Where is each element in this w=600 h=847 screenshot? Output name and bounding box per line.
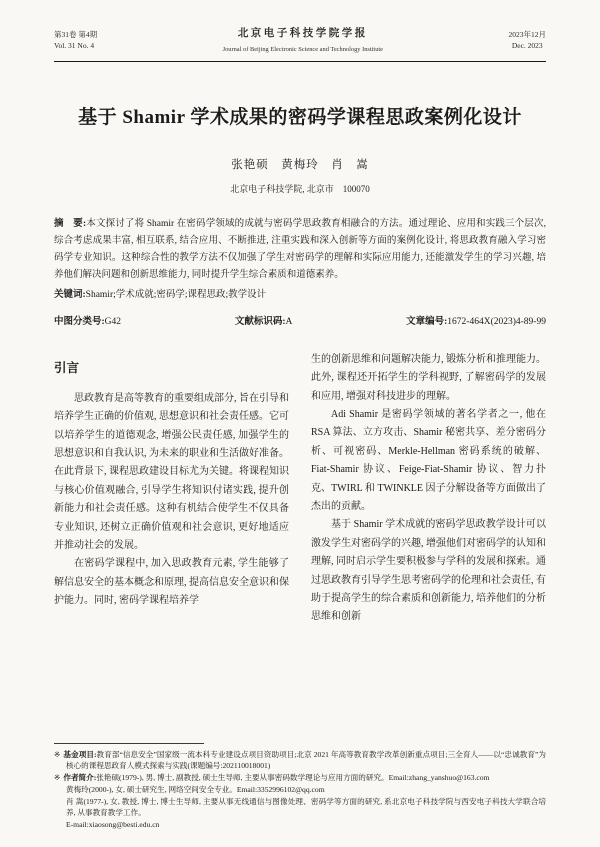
journal-issue xyxy=(54,29,97,52)
footnote-rule xyxy=(54,743,204,744)
body-columns xyxy=(54,351,546,743)
date-en: Dec. 2023 xyxy=(511,41,543,51)
paragraph: 基于 Shamir 学术成就的密码学思政教学设计可以激发学生对密码学的兴趣, 增强他们对密码学的认知和理解, 同时启示学生要积极参与学科的发展和探索。通过思政教育引导学生思考密码学的伦理和社会责任, 有助于提高学生的综合素质和创新能力, 培养他们的分析思维和创新 xyxy=(311,519,546,623)
footnote-label: 基金项目: xyxy=(63,749,97,759)
paragraph: 生的创新思维和问题解决能力, 锻炼分析和推理能力。此外, 课程还开拓学生的学科视野, 了解密码学的发展和应用, 增强对科技进步的理解。 xyxy=(311,353,546,402)
authors-line: 张艳硕 黄梅玲 肖 嵩 xyxy=(231,159,369,172)
issue-cn: 第31卷 第4期 xyxy=(54,29,98,39)
right-column xyxy=(311,351,546,743)
article-number: 文章编号:1672-464X(2023)4-89-99 xyxy=(406,316,546,327)
document-code: 文献标识码:A xyxy=(234,316,293,327)
footnote-author-2: 黄梅玲(2000-), 女, 硕士研究生, 网络空间安全专业。Email:3352996102@qq.com xyxy=(66,784,325,794)
footnote-author-1: ※ 作者简介:张艳硕(1979-), 男, 博士, 副教授, 硕士生导师, 主要从事密码数学理论与应用方面的研究。Email:zhang_yanshuo@163.com xyxy=(54,773,490,783)
date-cn: 2023年12月 xyxy=(508,29,546,39)
intro-heading: 引言 xyxy=(54,360,80,375)
issue-en: Vol. 31 No. 4 xyxy=(54,41,95,51)
paragraph: 在密码学课程中, 加入思政教育元素, 学生能够了解信息安全的基本概念和原理, 提高信息安全意识和保护能力。同时, 密码学课程培养学 xyxy=(54,558,289,607)
footnote-label: 作者简介: xyxy=(63,773,97,783)
abstract-section xyxy=(54,216,546,284)
journal-date xyxy=(509,29,547,52)
journal-name-cn: 北京电子科技学院学报 xyxy=(237,28,368,39)
footnote-bullet: ※ xyxy=(54,749,61,759)
keywords-section xyxy=(54,287,546,303)
classification-line xyxy=(54,313,546,327)
doc-code-label: 文献标识码: xyxy=(234,316,286,327)
clc-number: 中图分类号:G42 xyxy=(54,316,122,327)
journal-title-block xyxy=(223,26,383,54)
paragraph: Adi Shamir 是密码学领域的著名学者之一, 他在 RSA 算法、立方攻击、Shamir 秘密共享、差分密码分析、可视密码、Merkle-Hellman 密码系统的破解、Fiat-Shamir 协议、Feige-Fiat-Shamir 协议、智力扑克、TWIRL 和 TWINKLE 因子分解设备等方面做出了杰出的贡献。 xyxy=(311,408,546,512)
keywords-label: 关键词: xyxy=(54,289,86,300)
footnote-section xyxy=(54,743,546,831)
masthead-rule xyxy=(54,61,546,62)
clc-label: 中图分类号: xyxy=(54,316,105,327)
abstract-text: 本文探讨了将 Shamir 在密码学领域的成就与密码学思政教育相融合的方法。通过理论、应用和实践三个层次, 综合考虑成果丰富, 相互联系, 结合应用、不断推进, 注重实践和深入创新等方面的案例化设计, 将思政教育融入学习密码学专业知识。这种综合性的教学方法不仅加强了学生对密码学的理解和实际应用能力, 还能激发学生的学习兴趣, 培养他们解决问题和创新思维能力, 同时提升学生综合素质和道德素养。 xyxy=(54,219,546,280)
paragraph: 思政教育是高等教育的重要组成部分, 旨在引导和培养学生正确的价值观, 思想意识和社会责任感。它可以培养学生的道德观念, 增强公民责任感, 加强学生的思想意识和自我认识, 为未来的职业和生活做好准备。在此背景下, 课程思政建设目标尤为关键。将课程知识与核心价值观融合, 引导学生将知识付诸实践, 提升创新能力和社会责任感。这种有机结合使学生不仅具备专业知识, 还树立正确价值观和社会意识, 更好地适应并推动社会的发展。 xyxy=(54,392,289,551)
left-column xyxy=(54,351,289,743)
paper-title: 基于 Shamir 学术成果的密码学课程思政案例化设计 xyxy=(78,107,522,129)
footnote-email: E-mail:xiaosong@besti.edu.cn xyxy=(66,820,160,830)
article-no-label: 文章编号: xyxy=(406,316,448,327)
affiliation-line: 北京电子科技学院, 北京市 100070 xyxy=(230,184,370,195)
footnote-bullet: ※ xyxy=(54,773,61,783)
abstract-label: 摘 要: xyxy=(54,219,87,230)
journal-masthead xyxy=(54,26,546,54)
keywords-text: Shamir;学术成就;密码学;课程思政;教学设计 xyxy=(85,289,267,300)
footnote-author-3: 肖 嵩(1977-), 女, 教授, 博士, 博士生导师, 主要从事无线通信与图像处理、密码学等方面的研究, 系北京电子科技学院与西安电子科技大学联合培养, 从事教育教学工作。 xyxy=(66,796,546,818)
footnote-fund: ※ 基金项目:教育部“信息安全”国家级一流本科专业建设点项目资助项目;北京 2021 年高等教育教学改革创新重点项目;三全育人——以“忠诚教育”为核心的课程思政育人模式探索与实践(课题编号:202110018001) xyxy=(54,749,547,771)
journal-name-en: Journal of Beijing Electronic Science and Technology Institute xyxy=(222,45,384,53)
